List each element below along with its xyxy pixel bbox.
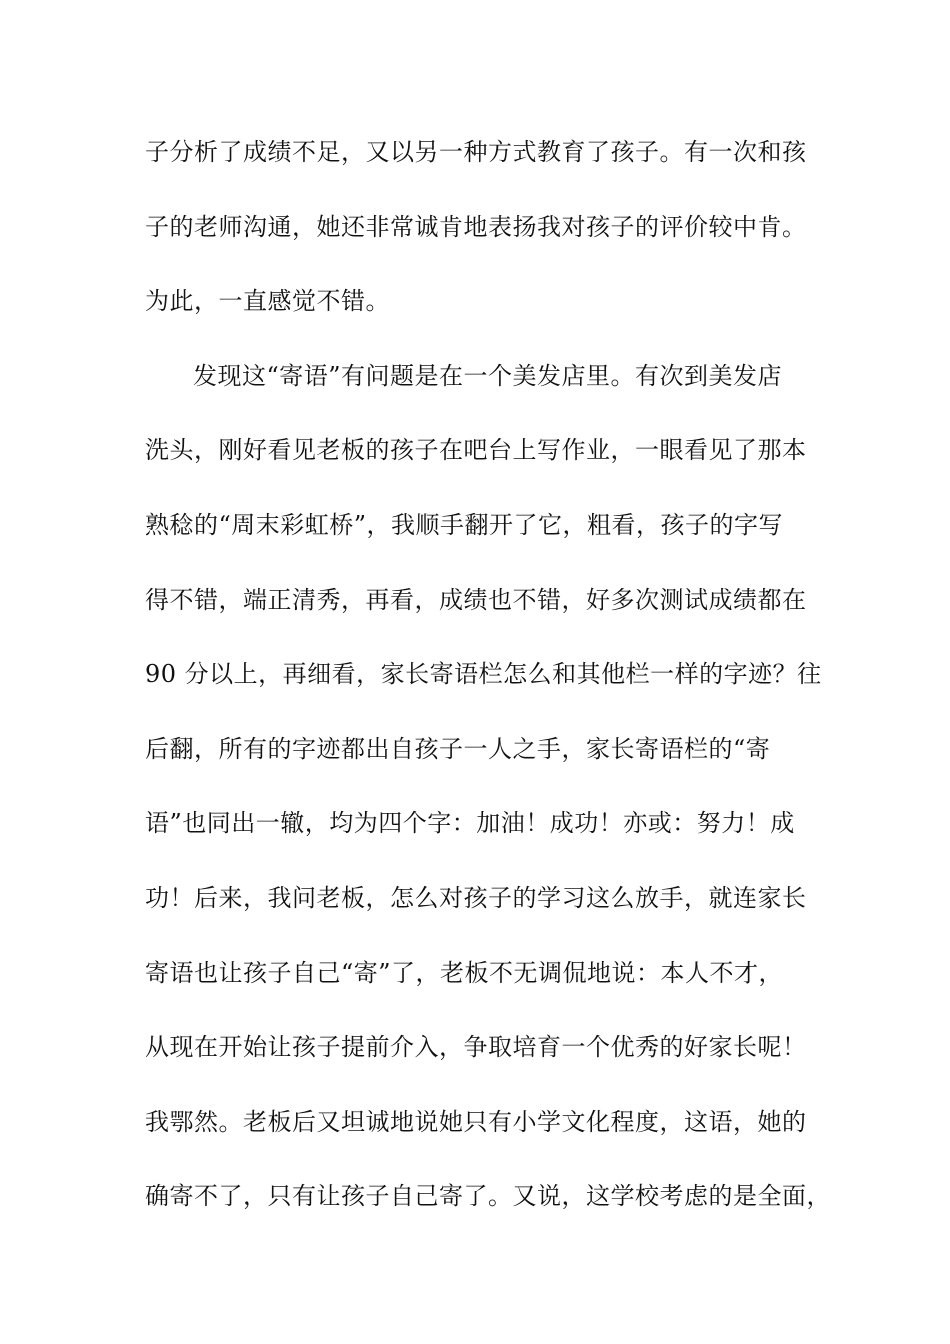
text-line: 确寄不了，只有让孩子自己寄了。又说，这学校考虑的是全面， xyxy=(145,1182,831,1211)
text-line: 熟稔的“周末彩虹桥”，我顺手翻开了它，粗看，孩子的字写 xyxy=(145,510,784,539)
text-line: 我鄂然。老板后又坦诚地说她只有小学文化程度，这语，她的 xyxy=(145,1107,807,1136)
text-line: 后翻，所有的字迹都出自孩子一人之手，家长寄语栏的“寄 xyxy=(145,734,771,763)
text-line: 子分析了成绩不足，又以另一种方式教育了孩子。有一次和孩 xyxy=(145,138,807,166)
text-line: 90 分以上，再细看，家长寄语栏怎么和其他栏一样的字迹？往 xyxy=(145,660,822,689)
document-body xyxy=(145,132,835,1251)
text-line: 功！后来，我问老板，怎么对孩子的学习这么放手，就连家长 xyxy=(145,883,807,912)
text-line: 语”也同出一辙，均为四个字：加油！成功！亦或：努力！成 xyxy=(145,809,795,838)
text-line: 洗头，刚好看见老板的孩子在吧台上写作业，一眼看见了那本 xyxy=(145,436,807,465)
text-line: 为此，一直感觉不错。 xyxy=(145,287,390,316)
text-line: 寄语也让孩子自己“寄”了，老板不无调侃地说：本人不才， xyxy=(145,958,784,987)
text-line: 得不错，端正清秀，再看，成绩也不错，好多次测试成绩都在 xyxy=(145,585,807,614)
paragraph-start-line: 发现这“寄语”有问题是在一个美发店里。有次到美发店 xyxy=(193,361,783,390)
text-line: 从现在开始让孩子提前介入，争取培育一个优秀的好家长呢！ xyxy=(145,1033,807,1062)
text-line: 子的老师沟通，她还非常诚肯地表扬我对孩子的评价较中肯。 xyxy=(145,212,807,241)
